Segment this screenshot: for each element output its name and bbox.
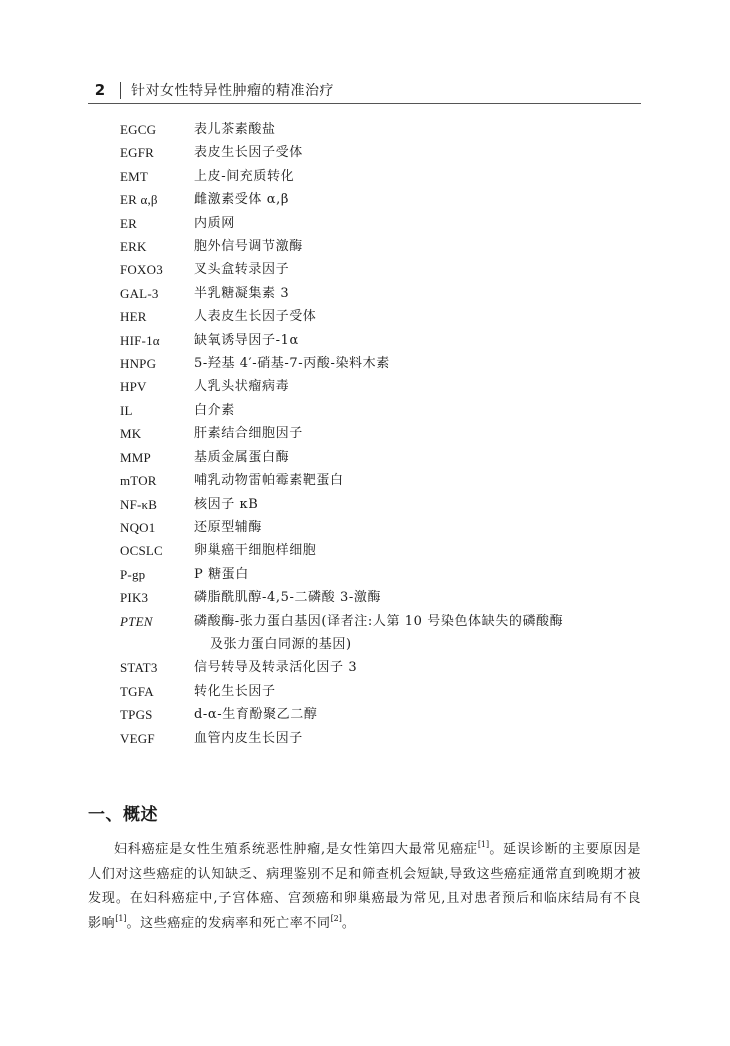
definition-continuation: 及张力蛋白同源的基因) [210,636,352,652]
definition-text: 信号转导及转录活化因子 3 [194,660,358,676]
paragraph-text: 。这些癌症的发病率和死亡率不同 [126,915,331,931]
definition-text: 表儿茶素酸盐 [194,122,276,137]
abbreviation-term: HPV [120,379,147,395]
abbreviation-term: VEGF [120,730,155,746]
abbreviation-row [120,516,640,539]
abbreviation-row [120,469,640,492]
abbreviation-row [120,282,640,305]
abbreviation-definition [194,703,318,726]
definition-text: 5-羟基 4′-硝基-7-丙酸-染料木素 [194,356,390,372]
abbreviation-definition [194,165,294,188]
abbreviation-definition [194,563,249,586]
abbreviation-definition [194,282,289,305]
abbreviation-definition [194,399,235,422]
abbreviation-row [120,352,640,375]
abbreviation-term: EMT [120,168,149,184]
abbreviation-definition [194,493,258,516]
abbreviation-term: EGFR [120,145,155,161]
abbreviation-definition [194,656,357,679]
paragraph-text: 妇科癌症是女性生殖系统恶性肿瘤,是女性第四大最常见癌症 [114,842,478,857]
abbreviation-term: HNPG [120,356,157,372]
abbreviation-definition [194,422,303,445]
abbreviation-definition [194,516,262,539]
definition-text: 肝素结合细胞因子 [194,426,303,442]
abbreviation-row [120,680,640,703]
definition-text: 磷脂酰肌醇-4,5-二磷酸 3-激酶 [194,590,382,606]
abbreviation-definition [194,610,563,657]
abbreviation-row [120,258,640,281]
abbreviation-term: NQO1 [120,519,156,535]
definition-text: 人乳头状瘤病毒 [194,379,290,395]
abbreviation-row [120,446,640,469]
abbreviation-term: HER [120,309,147,325]
abbreviation-term: HIF-1α [120,332,160,348]
abbreviation-row [120,610,640,657]
abbreviation-term: mTOR [120,473,157,489]
abbreviation-definition [194,212,235,235]
definition-text: d-α-生育酚聚乙二醇 [194,707,318,723]
definition-text: 胞外信号调节激酶 [194,239,303,255]
abbreviation-row [120,539,640,562]
definition-text: 半乳糖凝集素 3 [194,285,290,301]
definition-text: 卵巢癌干细胞样细胞 [194,543,317,559]
abbreviation-definition [194,446,289,469]
abbreviation-term: PTEN [120,613,153,629]
abbreviation-term: IL [120,402,133,418]
abbreviation-row [120,212,640,235]
abbreviation-row [120,399,640,422]
citation[interactable]: [1] [115,913,127,923]
paragraph-text: 。延误诊断的主要原因是人们对这些癌症的认知缺乏、病理鉴别不足和筛查机会短缺,导致这些癌症通常直到晚期才被发现。在妇科癌症中,子宫体癌、宫颈癌和卵巢癌最为常见,且对患者预后和临床结局有不良影响 [88,842,641,931]
citation[interactable]: [2] [330,913,342,923]
definition-text: 转化生长因子 [194,683,276,699]
abbreviation-term: MK [120,426,142,442]
definition-text: 基质金属蛋白酶 [194,449,290,465]
running-title: 针对女性特异性肿瘤的精准治疗 [131,83,334,99]
abbreviation-term: TGFA [120,683,154,699]
definition-text: P 糖蛋白 [194,566,249,582]
abbreviation-term: ER [120,215,138,231]
citation[interactable]: [1] [477,840,490,849]
abbreviation-row [120,329,640,352]
abbreviation-list [120,118,640,750]
abbreviation-term: NF-κB [120,496,158,512]
abbreviation-definition [194,375,289,398]
abbreviation-term: P-gp [120,566,146,582]
abbreviation-definition [194,469,344,492]
abbreviation-term: OCSLC [120,543,163,559]
abbreviation-term: MMP [120,449,151,465]
abbreviation-definition [194,141,303,164]
abbreviation-row [120,305,640,328]
abbreviation-term: TPGS [120,707,153,723]
abbreviation-definition [194,258,289,281]
abbreviation-term: EGCG [120,122,157,137]
abbreviation-row [120,118,640,141]
definition-text: 核因子 κB [194,496,259,512]
abbreviation-definition [194,329,299,352]
abbreviation-term: ERK [120,239,147,255]
definition-text: 表皮生长因子受体 [194,145,303,161]
definition-text: 哺乳动物雷帕霉素靶蛋白 [194,473,344,489]
abbreviation-definition [194,680,276,703]
abbreviation-term: STAT3 [120,660,158,676]
abbreviation-row [120,141,640,164]
abbreviation-definition [194,188,289,211]
definition-text: 血管内皮生长因子 [194,730,303,746]
definition-text: 缺氧诱导因子-1α [194,332,299,348]
abbreviation-definition [194,586,381,609]
abbreviation-definition [194,235,303,258]
section-heading: 一、概述 [88,805,158,825]
abbreviation-definition [194,118,276,141]
abbreviation-row [120,235,640,258]
definition-text: 雌激素受体 α,β [194,192,289,208]
abbreviation-row [120,165,640,188]
definition-text: 白介素 [194,402,235,418]
abbreviation-term: PIK3 [120,590,149,606]
abbreviation-row [120,493,640,516]
abbreviation-term: ER α,β [120,192,158,208]
definition-text: 磷酸酶-张力蛋白基因(译者注:人第 10 号染色体缺失的磷酸酶 [194,613,564,629]
paragraph-text: 。 [341,915,356,931]
definition-text: 上皮-间充质转化 [194,168,295,184]
abbreviation-term: FOXO3 [120,262,163,278]
page-number: 2 [94,81,106,99]
abbreviation-definition [194,727,303,750]
abbreviation-row [120,656,640,679]
abbreviation-row [120,375,640,398]
abbreviation-row [120,188,640,211]
definition-text: 人表皮生长因子受体 [194,309,317,325]
header-divider [120,82,121,99]
abbreviation-term: GAL-3 [120,285,159,301]
abbreviation-definition [194,352,390,375]
definition-text: 内质网 [194,215,235,231]
abbreviation-row [120,703,640,726]
body-paragraph [88,838,641,936]
running-header [88,78,640,102]
abbreviation-row [120,727,640,750]
abbreviation-row [120,586,640,609]
definition-text: 还原型辅酶 [194,519,263,535]
abbreviation-row [120,563,640,586]
definition-text: 叉头盒转录因子 [194,262,290,278]
abbreviation-definition [194,539,316,562]
abbreviation-row [120,422,640,445]
abbreviation-definition [194,305,316,328]
header-rule [88,103,641,104]
